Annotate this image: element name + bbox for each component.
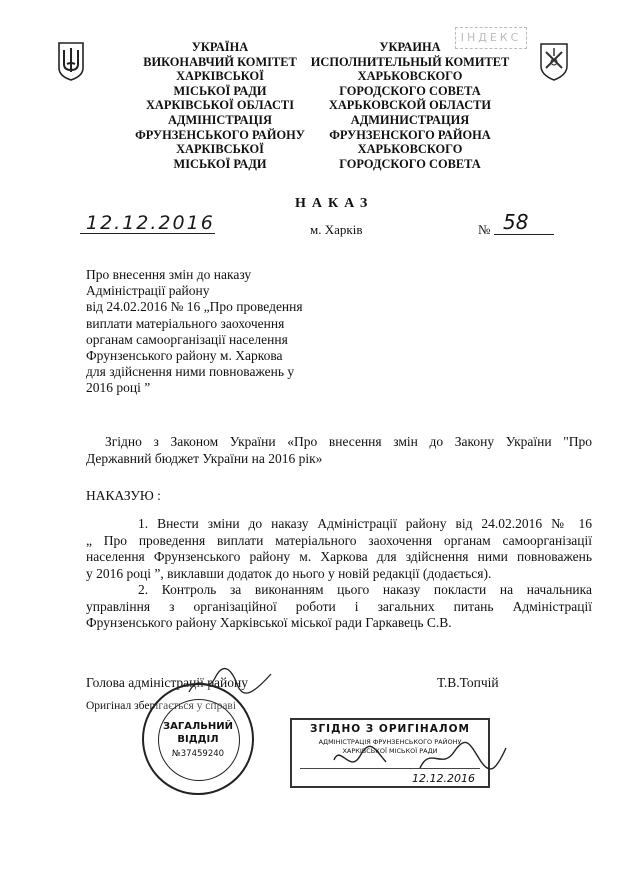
- subject-line: Адміністрації району: [86, 283, 210, 299]
- index-stamp: ІНДЕКС: [455, 27, 527, 49]
- preamble-line: Згідно з Законом України «Про внесення змін до Закону України "Про: [105, 434, 592, 449]
- header-ua-line: ХАРКІВСЬКОЇ: [176, 142, 264, 157]
- header-ru-line: ГОРОДСКОГО СОВЕТА: [339, 83, 481, 98]
- document-title: НАКАЗ: [295, 196, 374, 211]
- copy-stamp-line: АДМІНІСТРАЦІЯ ФРУНЗЕНСЬКОГО РАЙОНУ: [318, 738, 462, 746]
- signature-name: Т.В.Топчій: [437, 675, 499, 690]
- header-ukrainian: [120, 40, 320, 171]
- header-ua-line: ВИКОНАВЧИЙ КОМІТЕТ: [143, 54, 297, 69]
- document-city: м. Харків: [310, 222, 363, 237]
- item-line: Фрунзенського району Харківської міської ради Гаркавець С.В.: [86, 615, 452, 630]
- copy-stamp-title: ЗГІДНО З ОРИГІНАЛОМ: [310, 723, 470, 735]
- signature-position: Голова адміністрації району: [86, 675, 248, 690]
- preamble: [86, 434, 592, 467]
- subject-line: від 24.02.2016 № 16 „Про проведення: [86, 299, 303, 315]
- order-item-2: [86, 582, 592, 632]
- header-ru-line: АДМИНИСТРАЦИЯ: [350, 112, 470, 127]
- copy-stamp-line: ХАРКІВСЬКОЇ МІСЬКОЇ РАДИ: [342, 747, 438, 755]
- handwritten-number: 58: [503, 210, 529, 234]
- round-stamp-number: №37459240: [171, 749, 225, 759]
- header-ru-line: ИСПОЛНИТЕЛЬНЫЙ КОМИТЕТ: [310, 54, 510, 69]
- header-ua-line: УКРАЇНА: [191, 40, 249, 54]
- original-note: Оригінал зберігається у справі: [86, 700, 237, 712]
- subject-line: Про внесення змін до наказу: [86, 267, 252, 282]
- subject-line: Фрунзенського району м. Харкова: [86, 348, 283, 364]
- order-item-1: [86, 516, 592, 582]
- item-line: управління з організаційної роботи і загальних питань Адміністрації: [86, 598, 592, 614]
- subject-line: виплати матеріального заохочення: [86, 315, 285, 331]
- header-ru-line: УКРАИНА: [379, 40, 441, 54]
- header-ru-line: ХАРЬКОВСКОГО: [357, 142, 463, 157]
- number-label: №: [478, 222, 491, 237]
- item-line: населення Фрунзенського району м. Харкова для здійснення ними повноважень: [86, 549, 592, 564]
- item-line: 2. Контроль за виконанням цього наказу покласти на начальника: [138, 582, 592, 597]
- subject-line: 2016 році ”: [86, 380, 151, 396]
- order-subject: [86, 267, 303, 397]
- order-word: НАКАЗУЮ :: [86, 488, 161, 503]
- header-ua-line: АДМІНІСТРАЦІЯ: [167, 112, 272, 127]
- header-russian: [305, 40, 515, 171]
- header-ua-line: МІСЬКОЇ РАДИ: [173, 83, 267, 98]
- header-ua-line: МІСЬКОЇ РАДИ: [173, 156, 267, 171]
- header-ua-line: ХАРКІВСЬКОЇ: [176, 69, 264, 84]
- header-ru-line: ФРУНЗЕНСКОГО РАЙОНА: [329, 127, 491, 142]
- subject-line: органам самоорганізації населення: [86, 331, 288, 347]
- item-line: 1. Внести зміни до наказу Адміністрації району від 24.02.2016 № 16: [138, 516, 592, 531]
- item-line: у 2016 році ”, виклавши додаток до нього у новій редакції (додається).: [86, 565, 492, 581]
- date-underline: [80, 233, 215, 234]
- preamble-line: Державний бюджет України на 2016 рік»: [86, 450, 323, 466]
- round-stamp-line: ЗАГАЛЬНИЙ: [163, 721, 233, 732]
- header-ru-line: ХАРЬКОВСКОГО: [357, 69, 463, 84]
- copy-stamp-date: 12.12.2016: [412, 772, 475, 785]
- signature-scribble: [185, 664, 275, 704]
- subject-line: для здійснення ними повноважень у: [86, 364, 295, 380]
- coat-of-arms-kharkiv-icon: [537, 40, 571, 82]
- item-line: „ Про проведення виплати матеріального заохочення органам самоорганізації: [86, 532, 592, 548]
- number-underline: [494, 234, 554, 235]
- copy-stamp-signature: [330, 740, 510, 780]
- header-ru-line: ХАРЬКОВСКОЙ ОБЛАСТИ: [328, 98, 492, 113]
- header-ua-line: ХАРКІВСЬКОЇ ОБЛАСТІ: [145, 98, 295, 113]
- coat-of-arms-ukraine-icon: [56, 40, 86, 82]
- handwritten-date: 12.12.2016: [86, 212, 215, 234]
- header-ua-line: ФРУНЗЕНСЬКОГО РАЙОНУ: [135, 127, 305, 142]
- header-ru-line: ГОРОДСКОГО СОВЕТА: [339, 156, 481, 171]
- round-stamp-line: ВІДДІЛ: [177, 734, 219, 745]
